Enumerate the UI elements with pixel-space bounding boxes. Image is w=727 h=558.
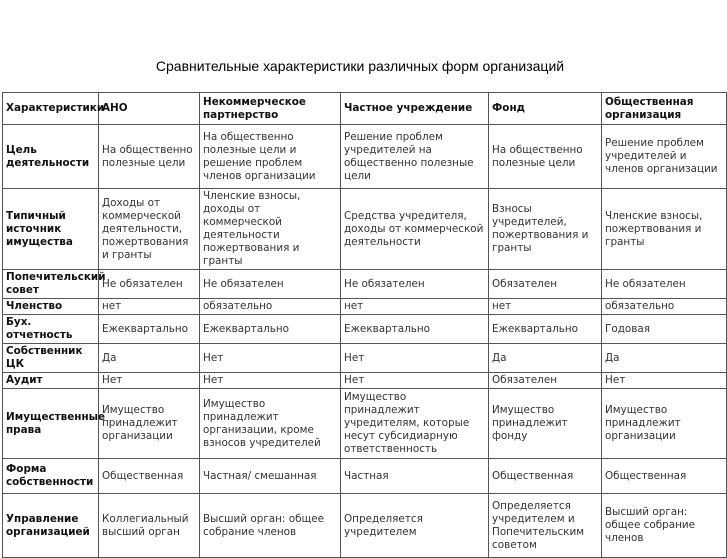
row-header-cell: Попечительский совет [3,270,99,299]
table-row [3,494,727,558]
table-cell: На общественно полезные цели [99,125,200,189]
table-row [3,270,727,299]
header-cell: Некоммерческое партнерство [200,93,341,125]
row-header-cell: Типичный источник имущества [3,189,99,270]
table-cell: Ежеквартально [489,315,602,344]
table-cell: Нет [602,373,727,389]
table-cell: нет [489,299,602,315]
table-cell: Ежеквартально [341,315,489,344]
table-cell: Решение проблем учредителей и членов организации [602,125,727,189]
row-header-cell: Форма собственности [3,459,99,494]
table-cell: Обязателен [489,270,602,299]
table-cell: Имущество принадлежит фонду [489,389,602,459]
row-header-cell: Собственник ЦК [3,344,99,373]
header-cell: Фонд [489,93,602,125]
header-cell: АНО [99,93,200,125]
table-cell: На общественно полезные цели [489,125,602,189]
table-cell: Высший орган: общее собрание членов [200,494,341,558]
table-row [3,189,727,270]
table-cell: Годовая [602,315,727,344]
comparison-table-wrapper [2,92,720,551]
row-header-cell: Цель деятельности [3,125,99,189]
table-cell: обязательно [602,299,727,315]
table-cell: Имущество принадлежит организации [99,389,200,459]
table-cell: Членские взносы, пожертвования и гранты [602,189,727,270]
table-cell: Общественная [489,459,602,494]
table-cell: На общественно полезные цели и решение проблем членов организации [200,125,341,189]
table-cell: Решение проблем учредителей на общественно полезные цели [341,125,489,189]
header-cell: Характеристики [3,93,99,125]
table-row [3,373,727,389]
row-header-cell: Имущественные права [3,389,99,459]
table-row [3,459,727,494]
table-cell: Ежеквартально [200,315,341,344]
table-row [3,125,727,189]
slide-title: Сравнительные характеристики различных форм организаций [155,58,565,74]
table-cell: Коллегиальный высший орган [99,494,200,558]
table-cell: Нет [99,373,200,389]
row-header-cell: Членство [3,299,99,315]
table-cell: нет [99,299,200,315]
table-cell: Нет [341,344,489,373]
table-cell: Взносы учредителей, пожертвования и гранты [489,189,602,270]
table-row [3,315,727,344]
table-cell: Не обязателен [200,270,341,299]
table-cell: Определяется учредителем [341,494,489,558]
table-cell: Ежеквартально [99,315,200,344]
table-cell: Да [489,344,602,373]
table-cell: Членские взносы, доходы от коммерческой деятельности пожертвования и гранты [200,189,341,270]
table-cell: Обязателен [489,373,602,389]
header-row [3,93,727,125]
table-cell: Частная [341,459,489,494]
table-cell: Имущество принадлежит организации [602,389,727,459]
row-header-cell: Бух. отчетность [3,315,99,344]
table-row [3,299,727,315]
header-cell: Общественная организация [602,93,727,125]
table-cell: Высший орган: общее собрание членов [602,494,727,558]
table-cell: Да [602,344,727,373]
table-cell: Имущество принадлежит учредителям, которые несут субсидиарную ответственность [341,389,489,459]
table-cell: Нет [341,373,489,389]
table-cell: обязательно [200,299,341,315]
table-cell: Имущество принадлежит организации, кроме взносов учредителей [200,389,341,459]
table-cell: Доходы от коммерческой деятельности, пожертвования и гранты [99,189,200,270]
table-cell: Не обязателен [602,270,727,299]
table-cell: Нет [200,373,341,389]
row-header-cell: Аудит [3,373,99,389]
table-cell: Не обязателен [99,270,200,299]
table-cell: Да [99,344,200,373]
table-cell: Общественная [99,459,200,494]
table-row [3,344,727,373]
table-cell: Нет [200,344,341,373]
table-cell: Средства учредителя, доходы от коммерческой деятельности [341,189,489,270]
table-cell: Не обязателен [341,270,489,299]
table-cell: Общественная [602,459,727,494]
table-row [3,389,727,459]
table-cell: нет [341,299,489,315]
comparison-table [2,92,727,558]
table-cell: Определяется учредителем и Попечительским советом [489,494,602,558]
header-cell: Частное учреждение [341,93,489,125]
row-header-cell: Управление организацией [3,494,99,558]
table-cell: Частная/ смешанная [200,459,341,494]
